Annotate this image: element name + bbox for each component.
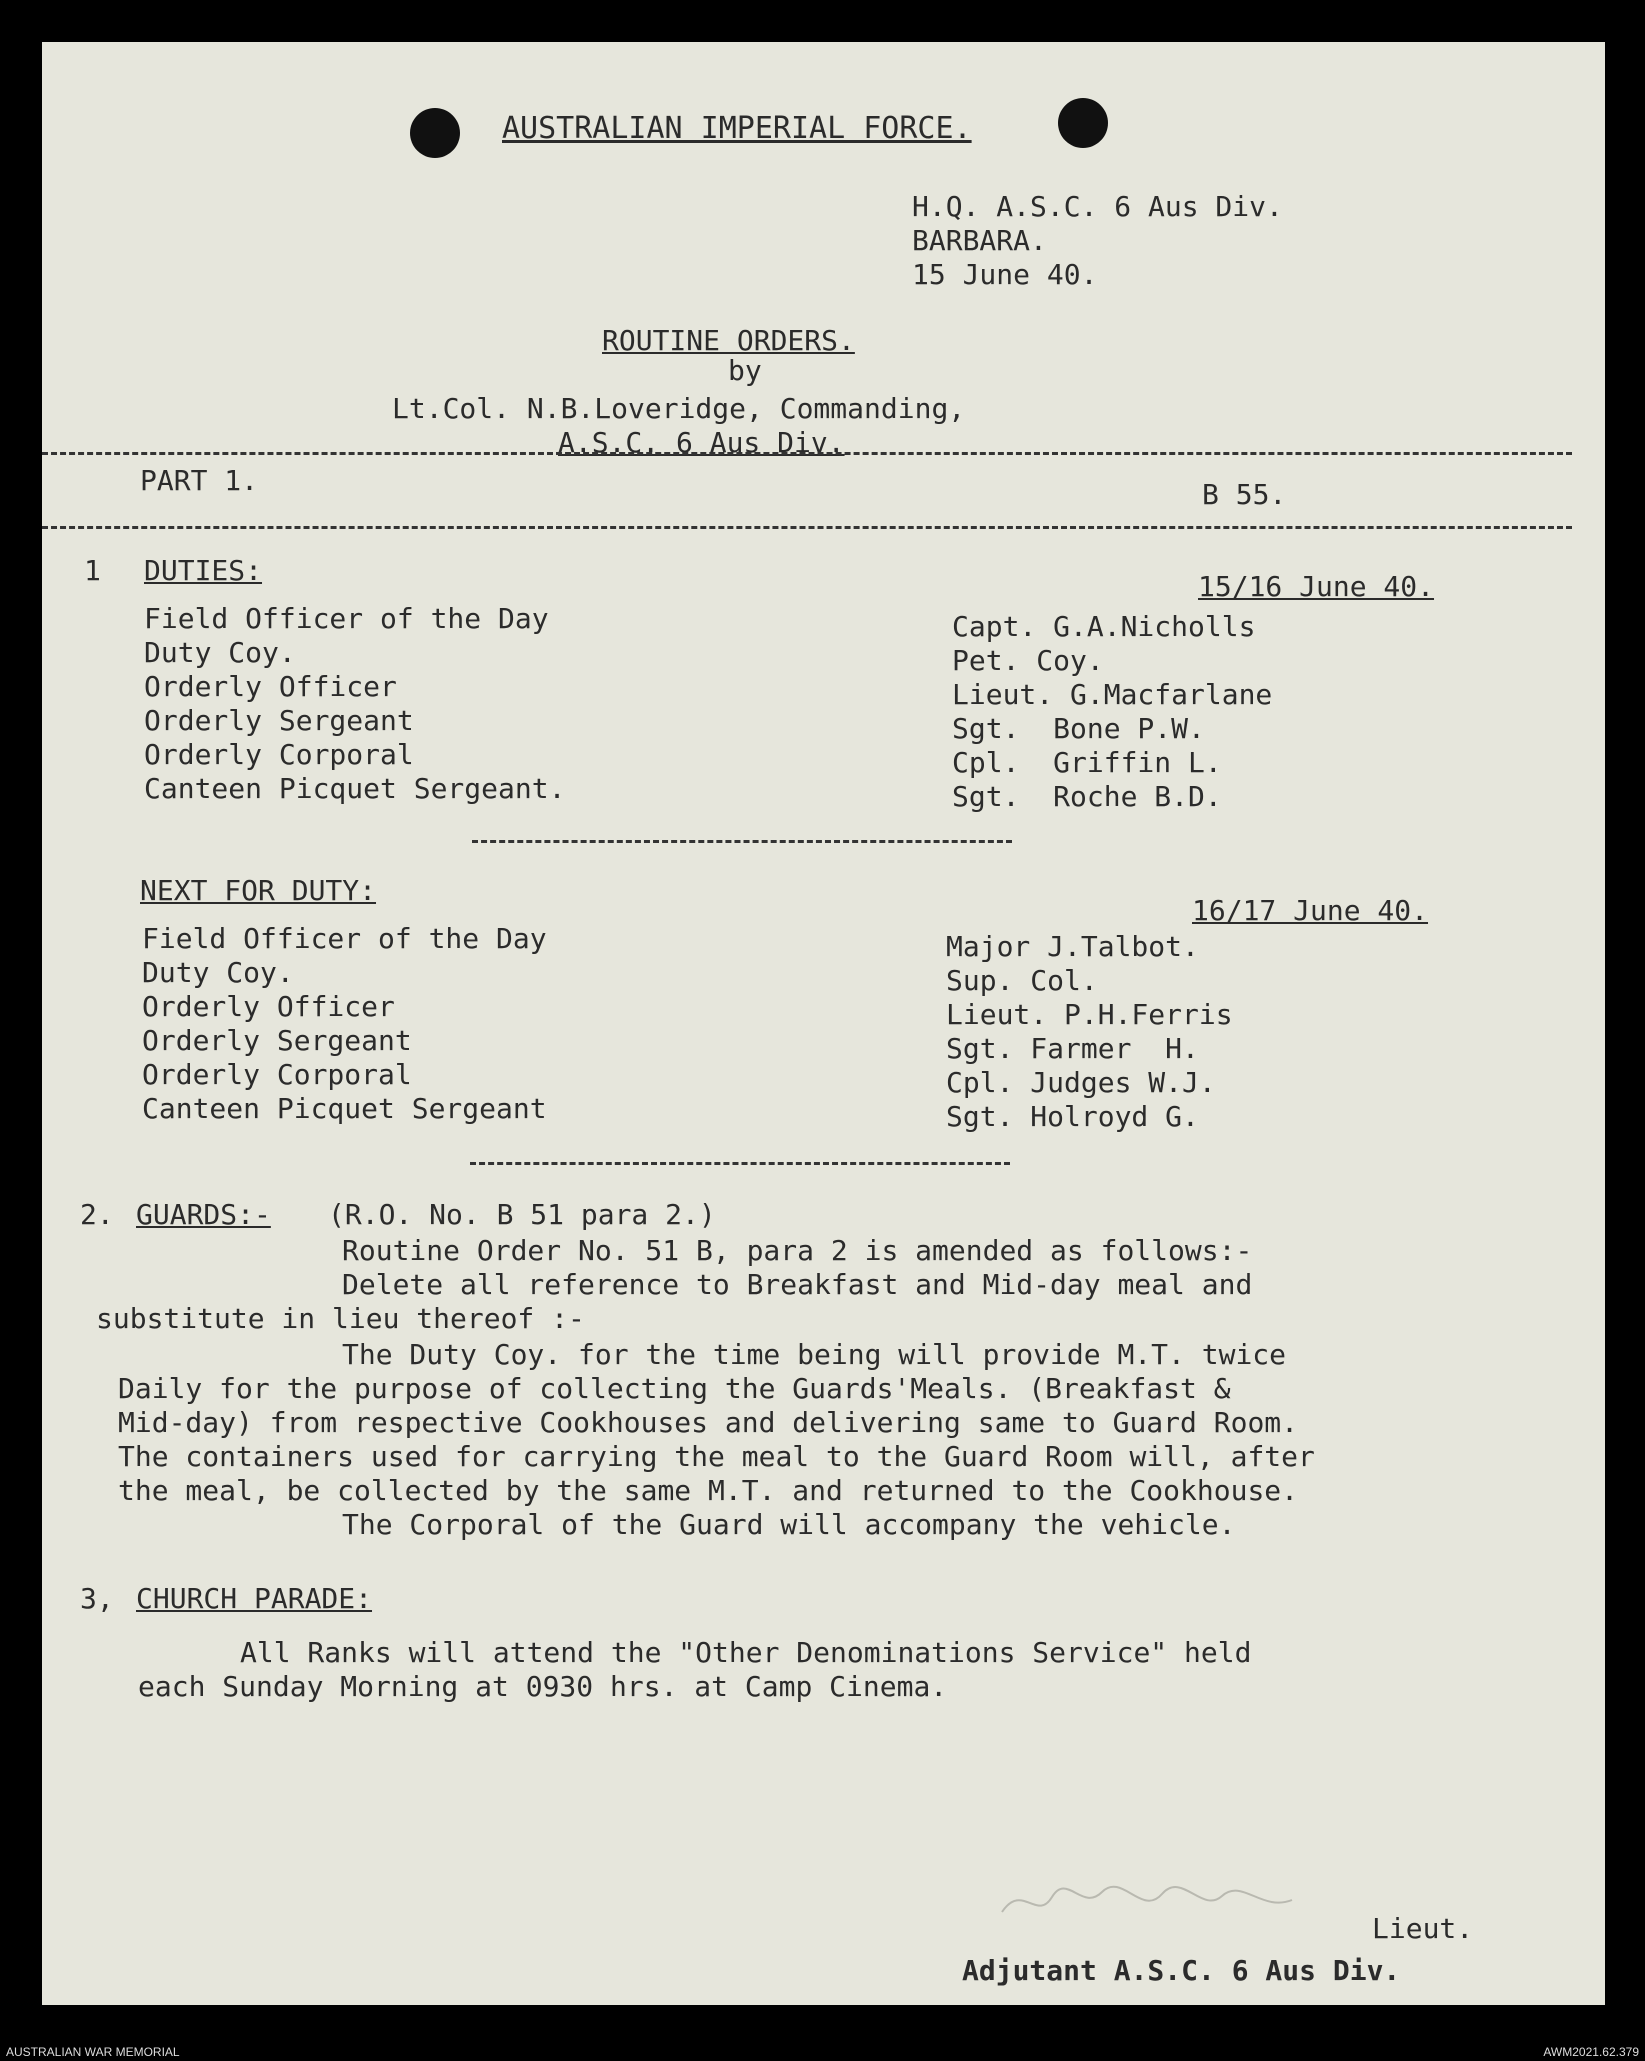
next-duty-name: Sup. Col.	[946, 964, 1098, 997]
document-page	[42, 42, 1605, 2005]
guards-text-line: The containers used for carrying the meal to the Guard Room will, after	[118, 1440, 1315, 1473]
duties-name: Sgt. Roche B.D.	[952, 780, 1222, 813]
church-text-line: each Sunday Morning at 0930 hrs. at Camp Cinema.	[138, 1670, 948, 1703]
footer-credit: AUSTRALIAN WAR MEMORIAL	[6, 2045, 180, 2059]
address-line-1: H.Q. A.S.C. 6 Aus Div.	[912, 190, 1283, 223]
next-duty-name: Cpl. Judges W.J.	[946, 1066, 1216, 1099]
next-duty-role: Duty Coy.	[142, 956, 294, 989]
part-label: PART 1.	[140, 464, 259, 497]
letterhead: AUSTRALIAN IMPERIAL FORCE.	[502, 111, 972, 146]
guards-text-line: Routine Order No. 51 B, para 2 is amended as follows:-	[342, 1234, 1253, 1267]
guards-text-line: the meal, be collected by the same M.T. and returned to the Cookhouse.	[118, 1474, 1299, 1507]
signature-rank: Lieut.	[1372, 1912, 1474, 1945]
rule-top	[42, 452, 1572, 455]
next-duty-role: Field Officer of the Day	[142, 922, 547, 955]
rule-next-duty-end	[470, 1162, 1010, 1165]
guards-text-line: The Duty Coy. for the time being will provide M.T. twice	[342, 1338, 1287, 1371]
address-line-2: BARBARA.	[912, 224, 1047, 257]
next-duty-name: Sgt. Holroyd G.	[946, 1100, 1199, 1133]
next-duty-name: Sgt. Farmer H.	[946, 1032, 1199, 1065]
next-duty-role: Orderly Officer	[142, 990, 395, 1023]
guards-heading: GUARDS:-	[136, 1198, 271, 1231]
duties-role: Field Officer of the Day	[144, 602, 549, 635]
next-duty-role: Orderly Corporal	[142, 1058, 412, 1091]
guards-text-line: substitute in lieu thereof :-	[96, 1302, 585, 1335]
punch-hole-left	[410, 108, 460, 158]
next-duty-date: 16/17 June 40.	[1192, 894, 1429, 927]
duties-name: Capt. G.A.Nicholls	[952, 610, 1256, 643]
rule-below-part	[42, 526, 1572, 529]
guards-reference: (R.O. No. B 51 para 2.)	[328, 1198, 716, 1231]
section-number-1: 1	[84, 554, 101, 587]
order-number: B 55.	[1202, 478, 1287, 511]
duties-role: Orderly Sergeant	[144, 704, 414, 737]
address-line-3: 15 June 40.	[912, 258, 1098, 291]
section-number-3: 3,	[80, 1582, 114, 1615]
punch-hole-right	[1058, 98, 1108, 148]
church-text-line: All Ranks will attend the "Other Denominations Service" held	[240, 1636, 1252, 1669]
guards-text-line: Delete all reference to Breakfast and Mid-day meal and	[342, 1268, 1253, 1301]
unit-line: A.S.C. 6 Aus Div.	[558, 426, 845, 459]
duties-role: Orderly Officer	[144, 670, 397, 703]
next-duty-role: Orderly Sergeant	[142, 1024, 412, 1057]
by-line: by	[728, 354, 762, 387]
guards-text-line: Mid-day) from respective Cookhouses and delivering same to Guard Room.	[118, 1406, 1299, 1439]
duties-name: Sgt. Bone P.W.	[952, 712, 1205, 745]
next-duty-name: Lieut. P.H.Ferris	[946, 998, 1233, 1031]
footer-accession-number: AWM2021.62.379	[1543, 2045, 1639, 2059]
duties-role: Canteen Picquet Sergeant.	[144, 772, 566, 805]
duties-name: Lieut. G.Macfarlane	[952, 678, 1273, 711]
section-number-2: 2.	[80, 1198, 114, 1231]
duties-date: 15/16 June 40.	[1198, 570, 1435, 603]
handwritten-signature	[992, 1872, 1312, 1932]
document-title: ROUTINE ORDERS.	[602, 324, 855, 357]
duties-role: Orderly Corporal	[144, 738, 414, 771]
next-duty-heading: NEXT FOR DUTY:	[140, 874, 377, 907]
rule-duties-end	[472, 840, 1012, 843]
signature-title: Adjutant A.S.C. 6 Aus Div.	[962, 1954, 1401, 1987]
duties-role: Duty Coy.	[144, 636, 296, 669]
church-parade-heading: CHURCH PARADE:	[136, 1582, 373, 1615]
duties-name: Pet. Coy.	[952, 644, 1104, 677]
duties-heading: DUTIES:	[144, 554, 263, 587]
next-duty-role: Canteen Picquet Sergeant	[142, 1092, 547, 1125]
duties-name: Cpl. Griffin L.	[952, 746, 1222, 779]
next-duty-name: Major J.Talbot.	[946, 930, 1199, 963]
guards-text-line: Daily for the purpose of collecting the Guards'Meals. (Breakfast &	[118, 1372, 1231, 1405]
guards-text-line: The Corporal of the Guard will accompany the vehicle.	[342, 1508, 1236, 1541]
commanding-officer-line: Lt.Col. N.B.Loveridge, Commanding,	[392, 392, 966, 425]
